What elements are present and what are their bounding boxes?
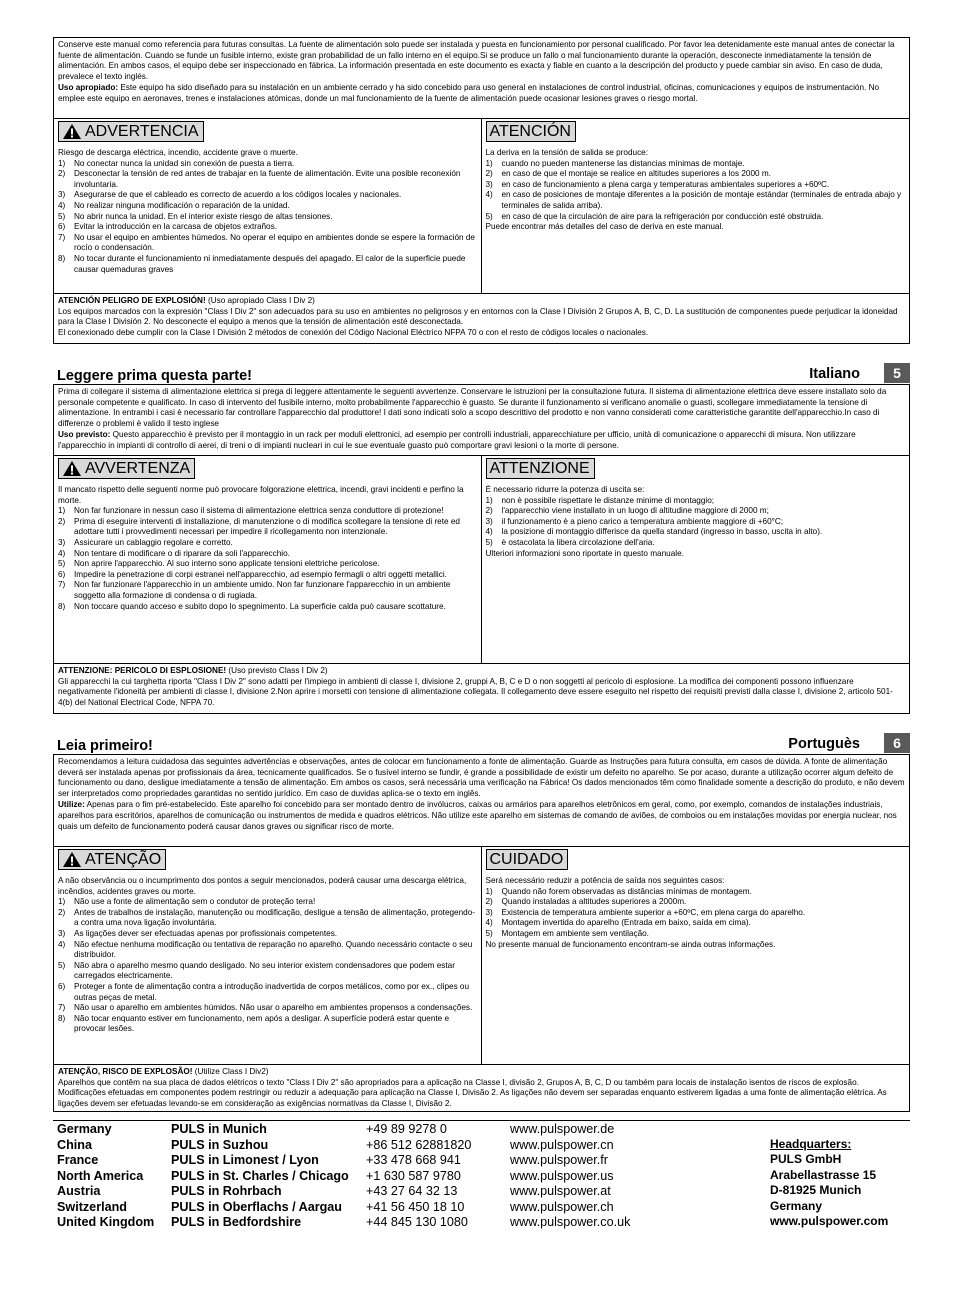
list-item-text: No usar el equipo en ambientes húmedos. No operar el equipo en ambientes donde se espere la formación de rocío o condensación. [74, 232, 475, 253]
list-item-number: 1) [485, 158, 493, 168]
explosion-sublabel: (Uso apropiado Class I Div 2) [205, 296, 315, 305]
contact-website-link[interactable]: www.pulspower.co.uk [510, 1215, 631, 1229]
list-item-text: Não usar o aparelho em ambientes húmidos. Não usar o aparelho em ambientes propensos a condensações. [74, 1003, 473, 1013]
caution-list [486, 887, 906, 940]
list-item-number: 4) [58, 939, 66, 949]
intended-use-label: Uso previsto: [58, 430, 111, 440]
list-item-text: Montagem em ambiente sem ventilação. [501, 928, 649, 938]
list-item-text: Prima di eseguire interventi di installazione, di manutenzione o di modifica scollegare la tensione di rete ed adottare tutti i provvedimenti necessari per impedire il ricollegamento non intenzionale. [74, 516, 460, 537]
explosion-sublabel: (Uso previsto Class I Div 2) [226, 666, 328, 675]
caution-header [486, 849, 569, 870]
warning-lead-text: Riesgo de descarga eléctrica, incendio, accidente grave o muerte. [58, 148, 298, 157]
caution-list [486, 496, 906, 549]
list-item [486, 180, 906, 191]
list-item-number: 5) [485, 928, 493, 938]
list-item-number: 4) [58, 548, 66, 558]
list-item-text: en caso de funcionamiento a plena carga y temperaturas ambientales superiores a +60ºC. [501, 179, 830, 189]
list-item-number: 4) [485, 527, 493, 537]
contact-phone: +44 845 130 1080 [366, 1215, 468, 1229]
list-item-text: l'apparecchio viene installato in un luogo di altitudine maggiore di 2000 m; [501, 506, 769, 516]
list-item-number: 4) [58, 200, 66, 210]
list-item-text: No realizar ninguna modificación o reparación de la unidad. [74, 200, 290, 210]
list-item-number: 8) [58, 253, 66, 263]
contact-country: Austria [57, 1184, 101, 1198]
intro-box-pt [53, 754, 910, 847]
explosion-box-es [53, 294, 910, 344]
section-title-it [53, 362, 910, 384]
list-item-text: en caso de que la circulación de aire para la refrigeración por conducción esté obstruida. [501, 211, 824, 221]
list-item-text: è ostacolata la libera circolazione dell'aria. [501, 537, 655, 547]
warning-triangle-icon [62, 123, 82, 140]
warning-list [58, 506, 477, 612]
list-item-text: Evitar la introducción en la carcasa de objetos extraños. [74, 222, 277, 232]
explosion-paragraph: Aparelhos que contêm na sua placa de dados elétricos o texto "Class I Div 2" são apropriados para a aplicação na Classe I, divisão 2, Grupos A, B, C, D ou também para locais de instalação isentos de riscos de explosão. Modificações efetuadas em componentes podem restringir ou reduzir a adequação para aplicação na Classe I, Divisão 2. As ligações não devem ser separadas enquanto estiverem ligadas a uma fonte de alimentação elétrica. As ligações devem ser efetuadas levando-se em consideração as exigências normativas da Classe I, Divisão 2. [58, 1077, 887, 1108]
list-item [58, 254, 477, 275]
list-item-number: 5) [58, 211, 66, 221]
list-item-text: Quando não forem observadas as distâncias mínimas de montagem. [501, 886, 752, 896]
contact-country: China [57, 1137, 92, 1152]
list-item-number: 2) [485, 169, 493, 179]
contact-phone: +86 512 62881820 [366, 1137, 472, 1152]
list-item-text: Asegurarse de que el cableado es correcto de acuerdo a los códigos locales y nacionales. [74, 190, 402, 200]
list-item [58, 517, 477, 538]
contact-country: Germany [57, 1122, 112, 1136]
list-item-text: la posizione di montaggio differisce da quella standard (ingresso in basso, uscita in alto). [501, 527, 823, 537]
contact-website-link[interactable]: www.pulspower.at [510, 1184, 611, 1198]
headquarters-line: Germany [770, 1198, 823, 1213]
list-item [58, 570, 477, 581]
list-item-text: Existencia de temperatura ambiente superior a +60ºC, em plena carga do aparelho. [501, 907, 806, 917]
intended-use-text: Questo apparecchio è previsto per il montaggio in un rack per moduli elettronici, ad esempio per controlli industriali, apparecchiature per ufficio, unità di comunicazione o apparecchi di misura. Non utilizzare l'apparecchio in impianti di controllo di aerei, di treni o di impianti nucleari in cui le sue eventuale guasto può comportare gravi lesioni o la morte di persone. [58, 430, 856, 450]
list-item [58, 1003, 477, 1014]
list-item-text: Non tentare di modificare o di riparare da soli l'apparecchio. [74, 548, 290, 558]
caution-tail-text: Ulteriori informazioni sono riportate in questo manuale. [485, 548, 684, 558]
contact-website-link[interactable]: www.pulspower.de [510, 1122, 615, 1136]
explosion-header [58, 666, 905, 677]
list-item-text: No abrir nunca la unidad. En el interior existe riesgo de altas tensiones. [74, 211, 333, 221]
list-item-number: 3) [485, 907, 493, 917]
explosion-header [58, 296, 905, 307]
list-item-number: 3) [58, 537, 66, 547]
caution-column [482, 456, 910, 663]
list-item-text: Quando instaladas a altitudes superiores a 2000m. [501, 897, 687, 907]
headquarters-line[interactable]: www.pulspower.com [770, 1214, 889, 1229]
list-item-text: Montagem invertida do aparelho (Entrada em baixo, saída em cima). [501, 918, 751, 928]
section-language-label [788, 733, 910, 754]
section-language-label [809, 363, 910, 384]
caution-lead-text: È necessario ridurre la potenza di uscita se: [485, 485, 645, 494]
list-item [58, 940, 477, 961]
list-item-number: 8) [58, 1013, 66, 1023]
contact-website-link[interactable]: www.pulspower.cn [510, 1137, 614, 1152]
language-name: Portuguès [788, 735, 860, 752]
caution-title: ATTENZIONE [489, 460, 590, 477]
list-item [58, 538, 477, 549]
intended-use [58, 83, 905, 104]
list-item-number: 6) [58, 222, 66, 232]
contact-country: France [57, 1153, 99, 1167]
headquarters-line: D-81925 Munich [770, 1183, 862, 1198]
list-item-number: 4) [485, 918, 493, 928]
list-item [58, 559, 477, 570]
list-item-number: 2) [485, 506, 493, 516]
section-title-pt [53, 732, 910, 754]
contact-country: Switzerland [57, 1199, 127, 1214]
list-item-number: 2) [58, 907, 66, 917]
list-item-number: 7) [58, 232, 66, 242]
headquarters-line: Arabellastrasse 15 [770, 1167, 877, 1182]
caution-list [486, 159, 906, 223]
list-item [58, 929, 477, 940]
contact-website-link[interactable]: www.pulspower.ch [510, 1199, 614, 1214]
list-item [58, 201, 477, 212]
caution-lead-text: Será necessário reduzir a potência de saída nos seguintes casos: [485, 876, 725, 885]
contact-office: PULS in Munich [171, 1122, 267, 1136]
list-item-number: 3) [58, 190, 66, 200]
list-item-text: Não tocar enquanto estiver em funcionamento, nem após a desligar. A superfície poderá estar quente e provocar lesões. [74, 1013, 450, 1034]
contact-office: PULS in St. Charles / Chicago [171, 1168, 349, 1183]
list-item [58, 580, 477, 601]
list-item-text: Non far funzionare in nessun caso il sistema di alimentazione elettrica senza conduttore di protezione! [74, 506, 444, 516]
intro-text [58, 387, 905, 429]
intro-text [58, 757, 905, 799]
list-item-text: il funzionamento è a pieno carico a temperatura ambiente maggiore di +60°C; [501, 516, 784, 526]
caution-tail-text: No presente manual de funcionamento encontram-se ainda outras informações. [485, 939, 776, 949]
list-item [486, 517, 906, 528]
contact-phone: +41 56 450 18 10 [366, 1199, 465, 1214]
caution-title: ATENCIÓN [489, 123, 571, 140]
list-item [486, 212, 906, 223]
contact-website-link[interactable]: www.pulspower.us [510, 1168, 614, 1183]
contact-row [57, 1122, 907, 1138]
explosion-text [58, 677, 905, 709]
explosion-sublabel: (Utilize Class I Div2) [192, 1067, 269, 1076]
warning-header [58, 849, 166, 870]
list-item-text: Não abra o aparelho mesmo quando desligado. No seu interior existem condensadores que podem estar carregados electricamente. [74, 960, 455, 981]
warning-title: AVVERTENZA [85, 460, 191, 477]
contact-office: PULS in Suzhou [171, 1137, 269, 1152]
language-name: Italiano [809, 365, 860, 382]
caution-tail [486, 222, 906, 233]
caution-lead-text: La deriva en la tensión de salida se produce: [485, 148, 648, 157]
list-item-number: 4) [485, 190, 493, 200]
warning-lead [58, 876, 477, 897]
warning-column [54, 456, 482, 663]
list-item [58, 159, 477, 170]
list-item-text: Assicurare un cablaggio regolare e corretto. [74, 537, 233, 547]
caution-column [482, 847, 910, 1064]
warning-column [54, 847, 482, 1064]
list-item [486, 169, 906, 180]
list-item [486, 190, 906, 211]
explosion-text-2 [58, 328, 905, 339]
list-item-text: en caso de que el montaje se realice en altitudes superiores a los 2000 m. [501, 169, 771, 179]
caution-header [486, 458, 595, 479]
headquarters-block [770, 1137, 888, 1229]
caution-header [486, 121, 576, 142]
intended-use-label: Uso apropiado: [58, 83, 119, 93]
caution-tail [486, 940, 906, 951]
caution-lead [486, 485, 906, 496]
caution-lead [486, 876, 906, 887]
explosion-label: ATENÇÃO, RISCO DE EXPLOSÃO! [58, 1067, 193, 1076]
warning-header [58, 121, 204, 142]
warning-lead-text: Il mancato rispetto delle seguenti norme può provocare folgorazione elettrica, incendi, gravi incidenti e perfino la morte. [58, 485, 464, 505]
list-item-number: 2) [58, 516, 66, 526]
list-item [486, 929, 906, 940]
list-item [58, 1014, 477, 1035]
warning-lead [58, 485, 477, 506]
list-item [486, 887, 906, 898]
list-item-text: As ligações dever ser efectuadas apenas por profissionais competentes. [74, 928, 338, 938]
headquarters-label: Headquarters: [770, 1137, 852, 1151]
list-item [486, 159, 906, 170]
warning-lead-text: A não observância ou o incumprimento dos pontos a seguir mencionados, poderá causar uma descarga elétrica, incêndios, acidentes graves ou morte. [58, 876, 467, 896]
section-heading: Leia primeiro! [57, 738, 153, 754]
contact-office: PULS in Rohrbach [171, 1184, 282, 1198]
headquarters-line: PULS GmbH [770, 1152, 842, 1167]
list-item [58, 190, 477, 201]
explosion-header [58, 1067, 905, 1078]
list-item-text: Não use a fonte de alimentação sem o condutor de proteção terra! [74, 897, 316, 907]
manual-page [53, 37, 910, 1112]
intended-use-text: Este equipo ha sido diseñado para su instalación en un ambiente cerrado y ha sido concebido para uso general en instalaciones de control industrial, oficinas, comunicaciones y equipos de instrumentación. No emplee este equipo en aeronaves, trenes e instalaciones atómicas, donde un mal funcionamiento de la fuente de alimentación puede ocasionar lesiones graves o riesgo mortal. [58, 83, 880, 103]
list-item [486, 908, 906, 919]
list-item-text: Antes de trabalhos de instalação, manutenção ou modificação, desligue a tensão de alimentação, protegendo-a contra uma nova ligação involuntária. [74, 907, 475, 928]
list-item-number: 7) [58, 580, 66, 590]
list-item [58, 233, 477, 254]
warning-column [54, 119, 482, 293]
caution-tail-text: Puede encontrar más detalles del caso de deriva en este manual. [485, 222, 724, 232]
list-item-text: Non toccare quando acceso e subito dopo lo spegnimento. La superficie calda può causare scottature. [74, 601, 446, 611]
list-item-number: 3) [485, 179, 493, 189]
contact-phone: +33 478 668 941 [366, 1153, 461, 1167]
list-item-text: Não efectue nenhuma modificação ou tentativa de reparação no aparelho. Quando necessário contacte o seu distribuidor. [74, 939, 473, 960]
contact-office: PULS in Oberflachs / Aargau [171, 1199, 342, 1214]
list-item-number: 6) [58, 981, 66, 991]
list-item-text: Desconectar la tensión de red antes de trabajar en la fuente de alimentación. Evite una posible reconexión involuntaria. [74, 169, 461, 189]
list-item-number: 2) [58, 169, 66, 179]
list-item [58, 549, 477, 560]
explosion-paragraph-2: El conexionado debe cumplir con la Clase I División 2 métodos de conexión del Código Nacional Eléctrico NFPA 70 o con el resto de códigos locales o nacionales. [58, 327, 649, 337]
page-number-badge: 6 [884, 733, 910, 753]
list-item [58, 961, 477, 982]
page-number-badge: 5 [884, 363, 910, 383]
contact-phone: +1 630 587 9780 [366, 1168, 461, 1183]
list-item-text: Proteger a fonte de alimentação contra a introdução inadvertida de corpos metálicos, como por ex., clipes ou outras peças de metal. [74, 981, 470, 1002]
warning-list [58, 159, 477, 276]
list-item-number: 5) [58, 960, 66, 970]
list-item [486, 538, 906, 549]
warning-header [58, 458, 195, 479]
contact-country: North America [57, 1168, 144, 1183]
caution-lead [486, 148, 906, 159]
warning-title: ATENÇÃO [85, 851, 162, 868]
warning-lead [58, 148, 477, 159]
list-item-number: 5) [485, 211, 493, 221]
intro-paragraph: Conserve este manual como referencia para futuras consultas. La fuente de alimentación solo puede ser instalada y puesta en funcionamiento por personal cualificado. Por favor lea detenidamente este manual antes de conectar la fuente de alimentación. Cuando se funde un fusible interno, existe gran probabilidad de un fallo interno en el equipo.Si se produce un fallo o mal funcionamiento durante la operación, desconecte inmediatamente la tensión de alimentación. En ambos casos, el equipo debe ser inspeccionado en fábrica. La información presentada en este documento es exacta y fiable en cuanto a la descripción del producto y puede cambiar sin aviso. En caso de duda, prevalece el texto inglés. [58, 40, 895, 81]
contact-country: United Kingdom [57, 1215, 155, 1229]
list-item [486, 527, 906, 538]
list-item-text: No tocar durante el funcionamiento ni inmediatamente después del apagado. El calor de la superficie puede causar quemaduras graves [74, 253, 466, 274]
list-item-number: 1) [58, 506, 66, 516]
list-item-number: 3) [485, 516, 493, 526]
list-item-text: cuando no pueden mantenerse las distancias mínimas de montaje. [501, 158, 745, 168]
list-item-number: 1) [485, 495, 493, 505]
contact-office: PULS in Bedfordshire [171, 1215, 302, 1229]
intro-paragraph: Prima di collegare il sistema di alimentazione elettrica si prega di leggere attentamente le seguenti avvertenze. Conservare le istruzioni per la consultazione futura. Il sistema di alimentazione elettrica deve essere installato solo da personale competente e qualificato. In caso di intervento del fusibile interno, molto probabilmente l'apparecchio è guasto. Se durante il funzionamento si verificano anomalie o guasti, scollegare immediatamente la tensione di alimentazione. In entrambi i casi è necessario far controllare l'apparecchio dal produttore! I dati sono indicati solo a scopo descrittivo del prodotto e non vanno considerati come caratteristiche garantite dell'apparecchio.In caso di differenze o problemi è valido il testo inglese [58, 387, 887, 428]
list-item [486, 897, 906, 908]
list-item [58, 169, 477, 190]
explosion-box-it [53, 664, 910, 714]
warning-caution-row-it [53, 456, 910, 664]
contact-office: PULS in Limonest / Lyon [171, 1153, 319, 1167]
list-item [58, 908, 477, 929]
list-item-number: 6) [58, 569, 66, 579]
contact-website-link[interactable]: www.pulspower.fr [510, 1153, 608, 1167]
intro-box-es [53, 37, 910, 119]
list-item-number: 1) [58, 158, 66, 168]
section-heading: Leggere prima questa parte! [57, 368, 252, 384]
explosion-label: ATTENZIONE: PERICOLO DI ESPLOSIONE! [58, 666, 227, 675]
list-item-number: 5) [485, 537, 493, 547]
intro-paragraph: Recomendamos a leitura cuidadosa das seguintes advertências e observações, antes de colocar em funcionamento a fonte de alimentação. Guarde as Instruções para futura consulta, em casos de dúvida. A fonte de alimentação deverá ser instalada apenas por profissionais da área, tecnicamente qualificados. Se o fusível interno se fundir, é grande a possibilidade de existir um defeito no aparelho. Se por acaso, durante a utilização ocorrer algum defeito de funcionamento ou dano, desligue imediatamente a tensão de alimentação. Em ambos os casos, será necessária uma verificação na Fábrica! Os dados mencionados têm como finalidade somente a descrição do produto, e não devem ser interpretados como propriedades garantidas no sentido jurídico. Em caso de duvidas aplica-se o texto em inglês. [58, 757, 905, 798]
explosion-paragraph: Los equipos marcados con la expresión "Class I Div 2" son adecuados para su uso en ambientes no peligrosos y en entornos con la Clase I División 2 Grupos A, B, C, D. La sustitución de componentes puede perjudicar la idoneidad para la Clase I División 2. No desconecte el equipo a menos que la tensión de alimentación esté desconectada. [58, 306, 898, 327]
warning-caution-row-es [53, 119, 910, 294]
intended-use-label: Utilize: [58, 800, 85, 810]
explosion-text [58, 307, 905, 328]
intended-use [58, 800, 905, 832]
intro-text [58, 40, 905, 82]
list-item-text: en caso de posiciones de montaje diferentes a la posición de montaje estándar (terminales de entrada abajo y terminales de salida arriba). [501, 190, 902, 210]
warning-list [58, 897, 477, 1035]
list-item-text: Non aprire l'apparecchio. Al suo interno sono applicate tensioni elettriche pericolose. [74, 559, 380, 569]
explosion-box-pt [53, 1065, 910, 1112]
caution-column [482, 119, 910, 293]
list-item-number: 2) [485, 897, 493, 907]
intended-use-text: Apenas para o fim pré-estabelecido. Este aparelho foi concebido para ser montado dentro de invólucros, caixas ou armários para aparelhos eletrônicos em geral, como, por exemplo, comandos de instalações industriais, aparelhos para escritórios, aparelhos de comunicação ou instrumentos de medida e quadros elétricos. Não utilize este aparelho em sistemas de comando de aviões, de comboios ou em instalações movidas por energia nuclear, nos quais um defeito de funcionamento poderá causar danos graves ou significar risco de morte. [58, 800, 897, 831]
intro-box-it [53, 384, 910, 456]
list-item-text: Non far funzionare l'apparecchio in un ambiente umido. Non far funzionare l'apparecchio in un ambiente soggetto alla formazione di condensa o di rugiada. [74, 580, 451, 600]
list-item-text: No conectar nunca la unidad sin conexión de puesta a tierra. [74, 158, 295, 168]
list-item [58, 982, 477, 1003]
list-item [58, 602, 477, 613]
explosion-text [58, 1078, 905, 1110]
contact-phone: +43 27 64 32 13 [366, 1184, 458, 1198]
list-item-text: Impedire la penetrazione di corpi estranei nell'apparecchio, ad esempio fermagli o altri oggetti metallici. [74, 569, 447, 579]
list-item-number: 1) [58, 897, 66, 907]
explosion-paragraph: Gli apparecchi la cui targhetta riporta "Class I Div 2" sono adatti per l'impiego in ambienti di classe I, divisione 2, gruppi A, B, C e D o non soggetti al pericolo di esplosione. La modifica dei componenti possono influenzare negativamente l'idoneità per ambienti di classe I, divisione 2.Non aprire i morsetti con tensione di alimentazione collegata. Il collegamento deve essere eseguito nel rispetto dei requisiti previsti dalla classe I, divisione 2, articolo 501-4(b) del National Electrical Code, NFPA 70. [58, 676, 893, 707]
warning-triangle-icon [62, 460, 82, 477]
list-item [486, 918, 906, 929]
list-item [486, 506, 906, 517]
footer-divider [53, 1120, 910, 1121]
caution-tail [486, 549, 906, 560]
list-item-number: 3) [58, 928, 66, 938]
list-item [486, 496, 906, 507]
warning-caution-row-pt [53, 847, 910, 1065]
list-item-number: 1) [485, 886, 493, 896]
list-item [58, 222, 477, 233]
list-item-number: 7) [58, 1003, 66, 1013]
intended-use [58, 430, 905, 451]
warning-title: ADVERTENCIA [85, 123, 199, 140]
list-item-text: non è possibile rispettare le distanze minime di montaggio; [501, 495, 715, 505]
contact-phone: +49 89 9278 0 [366, 1122, 447, 1136]
list-item [58, 506, 477, 517]
explosion-label: ATENCIÓN PELIGRO DE EXPLOSIÓN! [58, 296, 206, 305]
list-item-number: 8) [58, 601, 66, 611]
list-item [58, 212, 477, 223]
list-item-number: 5) [58, 559, 66, 569]
list-item [58, 897, 477, 908]
warning-triangle-icon [62, 851, 82, 868]
caution-title: CUIDADO [489, 851, 564, 868]
